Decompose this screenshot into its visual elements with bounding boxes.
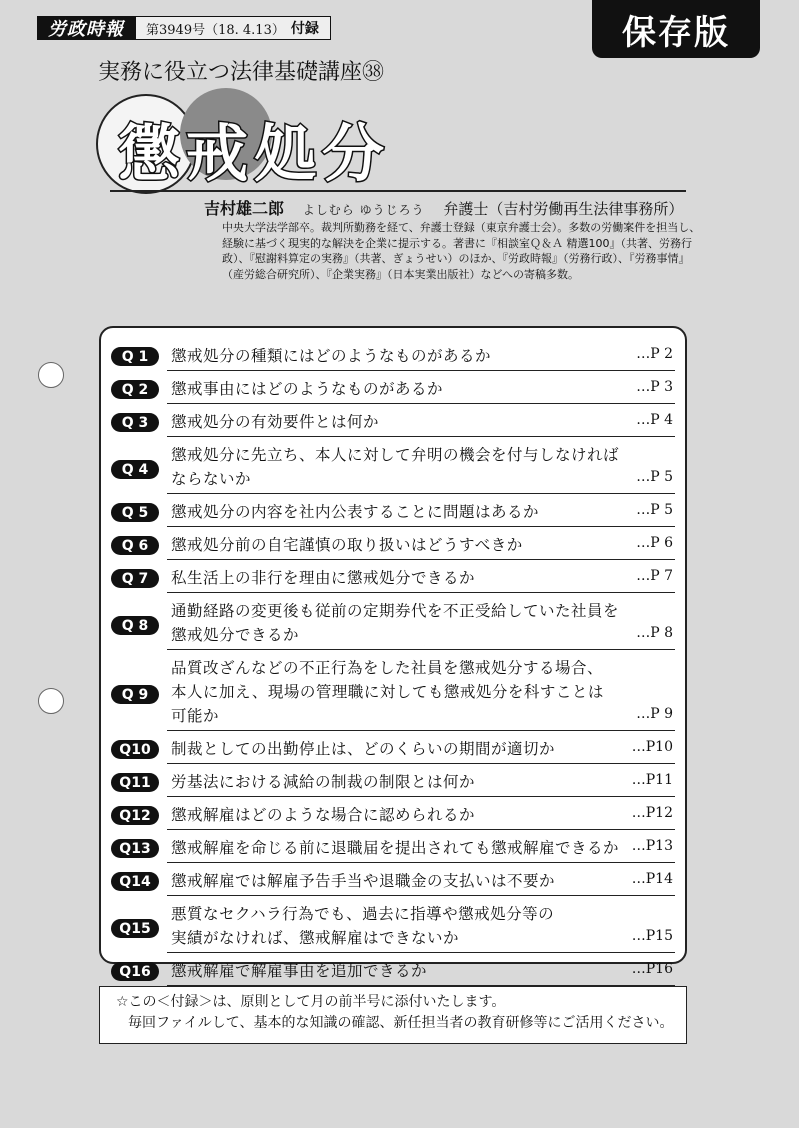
page-reference: …P 2: [636, 346, 673, 362]
page-reference: …P 5: [636, 469, 673, 485]
toc-item: [101, 898, 685, 955]
toc-item: [101, 865, 685, 898]
bio-line: 中央大学法学部卒。裁判所勤務を経て、弁護士登録（東京弁護士会）。多数の労働案件を担当し、: [222, 221, 701, 234]
toc-divider: [167, 730, 675, 731]
toc-item: [101, 529, 685, 562]
question-number-badge: Q 6: [111, 536, 159, 555]
page-reference: …P 4: [636, 412, 673, 428]
question-text: 労基法における減給の制裁の制限とは何か: [171, 773, 476, 791]
note-line: ☆この＜付録＞は、原則として月の前半号に添付いたします。: [116, 994, 506, 1010]
question-text: 私生活上の非行を理由に懲戒処分できるか: [171, 569, 476, 587]
toc-item: [101, 340, 685, 373]
toc-divider: [167, 559, 675, 560]
title-block: [96, 94, 426, 194]
question-text: 本人に加え、現場の管理職に対しても懲戒処分を科すことは: [171, 683, 604, 701]
page-reference: …P12: [631, 805, 673, 821]
question-text: 懲戒処分できるか: [171, 626, 300, 644]
title-divider: [110, 190, 686, 192]
toc-item: [101, 955, 685, 988]
toc-divider: [167, 796, 675, 797]
toc-divider: [167, 649, 675, 650]
question-number-badge: Q 9: [111, 685, 159, 704]
punch-hole: [38, 362, 64, 388]
toc-item: [101, 595, 685, 652]
page-reference: …P 3: [636, 379, 673, 395]
page-reference: …P 8: [636, 625, 673, 641]
bio-line: （産労総合研究所）、『企業実務』（日本実業出版社）などへの寄稿多数。: [222, 267, 580, 281]
question-text: ならないか: [171, 470, 252, 488]
question-text: 懲戒処分の内容を社内公表することに問題はあるか: [171, 503, 540, 521]
toc-divider: [167, 952, 675, 953]
question-text: 懲戒解雇では解雇予告手当や退職金の支払いは不要か: [171, 872, 556, 890]
author-bio: [222, 220, 701, 282]
supplement-note: [99, 986, 687, 1044]
author-line: [204, 196, 683, 219]
page-title: 懲戒処分: [118, 117, 391, 190]
author-reading: よしむら ゆうじろう: [302, 203, 425, 217]
toc-divider: [167, 763, 675, 764]
toc-item: [101, 766, 685, 799]
question-number-badge: Q14: [111, 872, 159, 891]
question-text: 懲戒解雇はどのような場合に認められるか: [171, 806, 476, 824]
page-reference: …P10: [631, 739, 673, 755]
question-number-badge: Q 1: [111, 347, 159, 366]
question-text: 通勤経路の変更後も従前の定期券代を不正受給していた社員を: [171, 602, 620, 620]
toc-item: [101, 496, 685, 529]
toc-item: [101, 562, 685, 595]
question-number-badge: Q 2: [111, 380, 159, 399]
question-text: 制裁としての出勤停止は、どのくらいの期間が適切か: [171, 740, 556, 758]
question-number-badge: Q12: [111, 806, 159, 825]
question-number-badge: Q15: [111, 919, 159, 938]
toc-item: [101, 406, 685, 439]
question-text: 悪質なセクハラ行為でも、過去に指導や懲戒処分等の: [171, 905, 555, 923]
keep-edition-badge: 保存版: [592, 0, 760, 58]
page-reference: …P14: [631, 871, 673, 887]
toc-divider: [167, 895, 675, 896]
toc-divider: [167, 436, 675, 437]
toc-divider: [167, 370, 675, 371]
publication-logo: 労政時報: [38, 17, 136, 39]
toc-item: [101, 799, 685, 832]
question-text: 懲戒解雇で解雇事由を追加できるか: [171, 962, 428, 980]
toc-divider: [167, 592, 675, 593]
page-reference: …P15: [631, 928, 673, 944]
question-number-badge: Q11: [111, 773, 159, 792]
question-text: 懲戒処分の種類にはどのようなものがあるか: [171, 347, 492, 365]
toc-item: [101, 439, 685, 496]
series-title: 実務に役立つ法律基礎講座㊳: [98, 60, 385, 85]
question-number-badge: Q16: [111, 962, 159, 981]
question-text: 可能か: [171, 707, 220, 725]
page-reference: …P 5: [636, 502, 673, 518]
toc-item: [101, 652, 685, 733]
toc-divider: [167, 493, 675, 494]
question-number-badge: Q13: [111, 839, 159, 858]
table-of-contents: [99, 326, 687, 980]
question-number-badge: Q 8: [111, 616, 159, 635]
question-number-badge: Q10: [111, 740, 159, 759]
page-reference: …P16: [631, 961, 673, 977]
toc-divider: [167, 526, 675, 527]
bio-line: 経験に基づく現実的な解決を企業に提示する。著書に『相談室Ｑ＆Ａ 精選100』（共著、労務行: [222, 236, 692, 250]
question-text: 懲戒事由にはどのようなものがあるか: [171, 380, 444, 398]
toc-divider: [167, 829, 675, 830]
page-reference: …P13: [631, 838, 673, 854]
question-text: 実績がなければ、懲戒解雇はできないか: [171, 929, 460, 947]
supplement-label: 付録: [290, 21, 319, 37]
bio-line: 政）、『慰謝料算定の実務』（共著、ぎょうせい）のほか、『労政時報』（労務行政）、『労務事情』: [222, 252, 690, 265]
punch-hole: [38, 688, 64, 714]
author-title: 弁護士（吉村労働再生法律事務所）: [443, 200, 684, 218]
question-text: 懲戒処分前の自宅謹慎の取り扱いはどうすべきか: [171, 536, 523, 554]
toc-item: [101, 733, 685, 766]
page-reference: …P11: [631, 772, 673, 788]
question-number-badge: Q 5: [111, 503, 159, 522]
masthead: [37, 16, 331, 40]
question-number-badge: Q 4: [111, 460, 159, 479]
toc-divider: [167, 862, 675, 863]
toc-divider: [167, 403, 675, 404]
question-text: 懲戒処分に先立ち、本人に対して弁明の機会を付与しなければ: [171, 446, 620, 464]
toc-item: [101, 373, 685, 406]
question-number-badge: Q 7: [111, 569, 159, 588]
page-reference: …P 7: [636, 568, 673, 584]
author-name: 吉村雄二郎: [204, 199, 285, 218]
question-text: 懲戒解雇を命じる前に退職届を提出されても懲戒解雇できるか: [171, 839, 620, 857]
question-text: 懲戒処分の有効要件とは何か: [171, 413, 380, 431]
toc-item: [101, 832, 685, 865]
question-text: 品質改ざんなどの不正行為をした社員を懲戒処分する場合、: [171, 659, 604, 677]
page-reference: …P 6: [636, 535, 673, 551]
issue-number: 第3949号（18. 4.13）: [146, 22, 285, 38]
page-reference: …P 9: [636, 706, 673, 722]
question-number-badge: Q 3: [111, 413, 159, 432]
note-line: 毎回ファイルして、基本的な知識の確認、新任担当者の教育研修等にご活用ください。: [128, 1015, 674, 1031]
